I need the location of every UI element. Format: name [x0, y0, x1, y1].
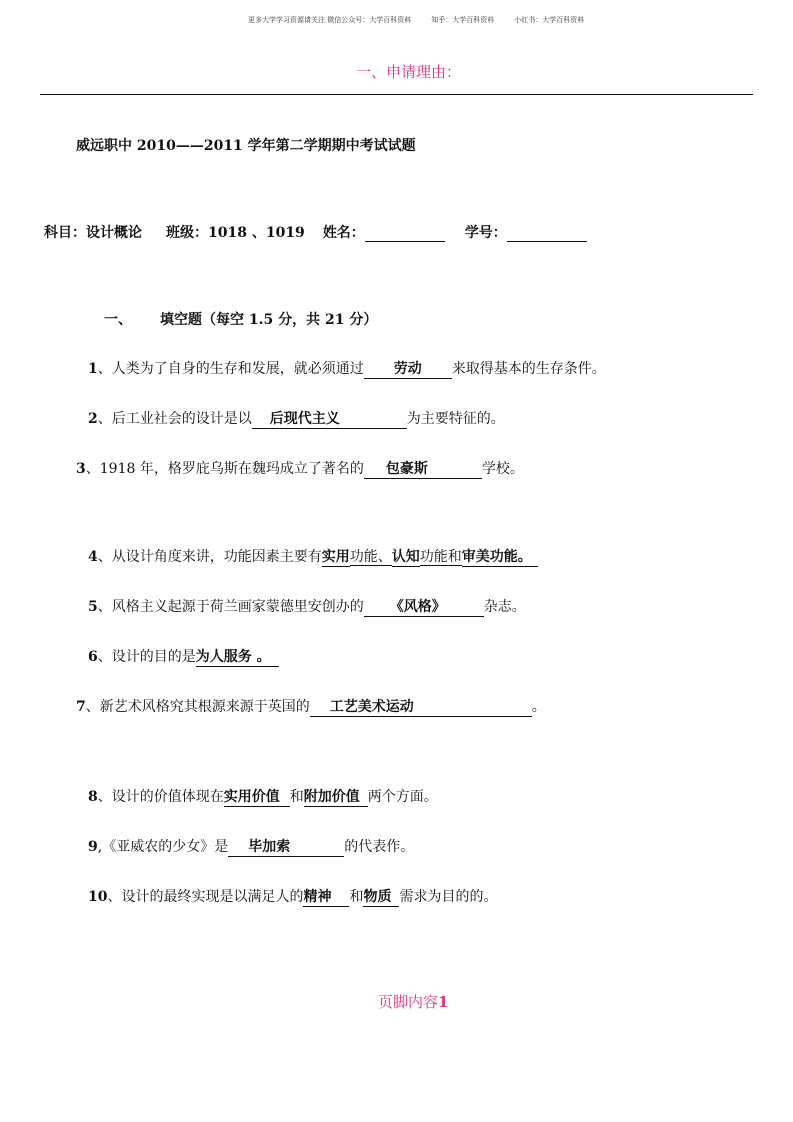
student-id-label: 学号：	[464, 225, 507, 241]
question-2: 2、后工业社会的设计是以 后现代主义 为主要特征的。	[88, 411, 505, 427]
answer-blank[interactable]: 工艺美术运动	[310, 698, 532, 717]
student-info-row	[44, 222, 587, 242]
header-note-wechat: 更多大学学习资源请关注 微信公众号：大学百科资料	[248, 16, 412, 24]
answer-blank[interactable]: 毕加索	[228, 838, 344, 857]
question-5: 5、风格主义起源于荷兰画家蒙德里安创办的 《风格》 杂志。	[88, 599, 526, 615]
answer-blank[interactable]: 《风格》	[364, 598, 484, 617]
header-note	[248, 15, 604, 25]
answer-blank[interactable]: 审美功能。	[462, 548, 538, 567]
question-10: 10、设计的最终实现是以满足人的精神 和物质 需求为目的的。	[88, 889, 498, 905]
question-1: 1、人类为了自身的生存和发展，就必须通过 劳动 来取得基本的生存条件。	[88, 361, 606, 377]
header-note-zhihu: 知乎：大学百科资料	[431, 16, 495, 24]
answer-blank[interactable]: 认知	[391, 549, 420, 565]
name-label: 姓名：	[322, 225, 365, 241]
answer-blank[interactable]: 附加价值	[304, 788, 368, 807]
answer-blank[interactable]: 为人服务 。	[196, 648, 279, 667]
section-number: 一、	[104, 312, 132, 328]
section-title-text: 填空题（每空 1.5 分，共 21 分）	[160, 312, 378, 328]
answer-blank[interactable]: 实用价值	[224, 788, 290, 807]
header-note-xiaohongshu: 小红书：大学百科资料	[514, 16, 585, 24]
question-7: 7、新艺术风格究其根源来源于英国的 工艺美术运动 。	[76, 699, 546, 715]
question-4: 4、从设计角度来讲，功能因素主要有实用功能、认知功能和审美功能。	[88, 546, 538, 567]
answer-blank[interactable]: 后现代主义	[252, 410, 407, 429]
question-9: 9,《亚威农的少女》是 毕加索 的代表作。	[88, 839, 415, 855]
section-title	[104, 309, 377, 329]
page-number: 1	[438, 993, 449, 1011]
exam-title: 威远职中 2010——2011 学年第二学期期中考试试题	[76, 138, 416, 154]
application-heading: 一、申请理由：	[356, 63, 462, 81]
name-field[interactable]	[365, 225, 445, 242]
footer-text: 页脚内容	[378, 993, 439, 1011]
student-id-field[interactable]	[507, 225, 587, 242]
subject-label: 科目：设计概论	[44, 225, 142, 241]
question-8: 8、设计的价值体现在实用价值 和附加价值 两个方面。	[88, 789, 438, 805]
question-6: 6、设计的目的是为人服务 。	[88, 646, 279, 667]
class-label: 班级：1018 、1019	[166, 225, 305, 241]
answer-blank[interactable]: 劳动	[364, 360, 452, 379]
answer-blank[interactable]: 精神	[303, 888, 349, 907]
answer-blank[interactable]: 物质	[363, 888, 399, 907]
answer-blank[interactable]: 包豪斯	[364, 460, 482, 479]
divider-line	[40, 94, 753, 95]
page-footer	[378, 991, 448, 1012]
answer-blank[interactable]: 实用	[321, 549, 350, 565]
question-3: 3、1918 年，格罗庇乌斯在魏玛成立了著名的 包豪斯 学校。	[76, 461, 524, 477]
